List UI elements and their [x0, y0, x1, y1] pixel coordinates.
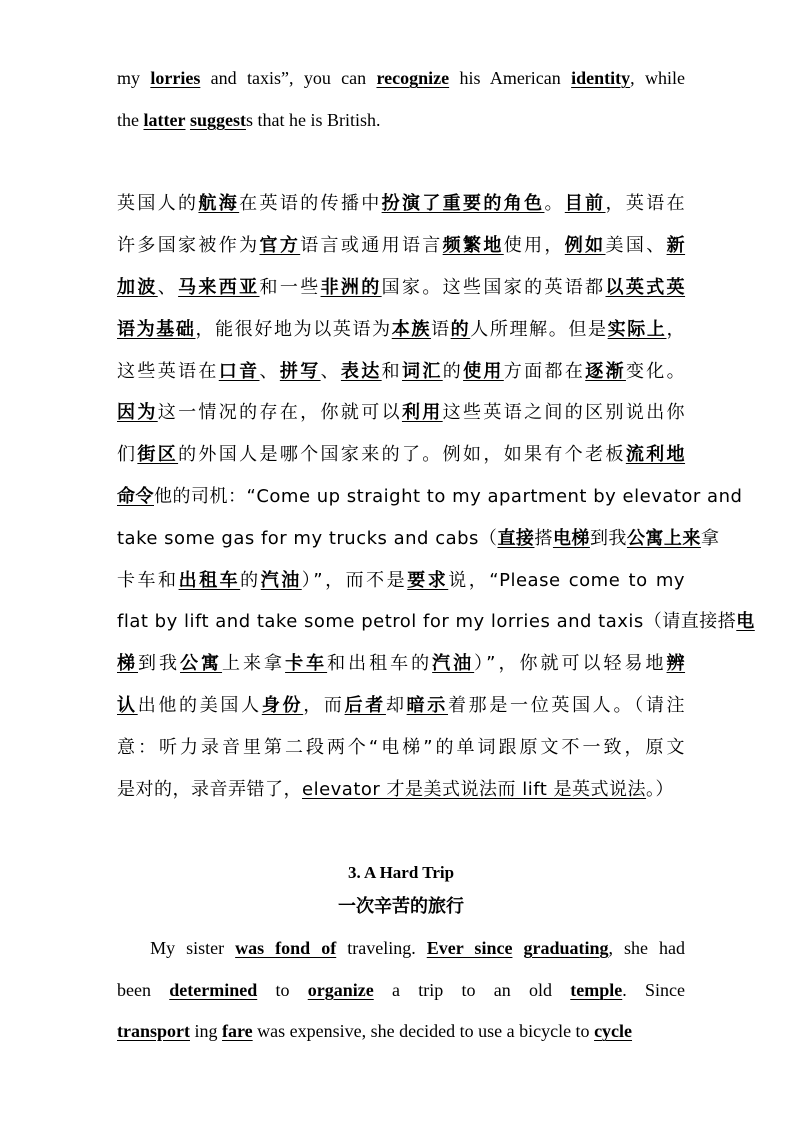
paragraph-gap	[117, 142, 685, 184]
underlined-vocab-term: transport	[117, 1021, 190, 1042]
text-line	[117, 434, 685, 476]
text-run: ，能很好地为以英语为	[195, 318, 392, 340]
text-run: 、	[157, 276, 179, 298]
text-run: 人所理解。但是	[470, 318, 608, 340]
text-run: ，而	[303, 694, 345, 716]
text-run: been	[117, 979, 170, 1000]
underlined-vocab-term: 加波	[117, 276, 158, 298]
text-run: 、	[259, 360, 280, 382]
underlined-vocab-term: graduating	[523, 937, 609, 958]
underlined-vocab-term: 口音	[218, 360, 260, 382]
underlined-vocab-term: 新	[666, 235, 686, 257]
text-run: ing	[190, 1021, 223, 1042]
text-run: 搭	[534, 527, 553, 549]
underlined-vocab-term: 身份	[261, 694, 304, 716]
text-line	[117, 970, 685, 1012]
text-line	[117, 58, 685, 100]
underlined-vocab-term: was fond of	[235, 937, 337, 958]
underlined-vocab-term: 梯	[117, 653, 139, 675]
underlined-vocab-term: 扮演了重要的角色	[381, 193, 545, 215]
text-line	[117, 267, 685, 309]
underlined-vocab-term: 逐渐	[585, 360, 626, 382]
text-run: ，	[666, 318, 685, 340]
underlined-vocab-term: recognize	[376, 68, 450, 88]
text-run: . Since	[622, 979, 685, 1000]
text-run: ，英语在	[605, 193, 686, 215]
text-run: was expensive, she decided to use a bicycle to	[252, 1021, 595, 1042]
underlined-vocab-term: 使用	[463, 360, 504, 382]
text-run: 方面都在	[503, 360, 586, 382]
underlined-vocab-term: organize	[307, 979, 374, 1000]
text-run: 和	[381, 360, 402, 382]
underlined-vocab-term: determined	[169, 979, 258, 1000]
underlined-vocab-term: 航海	[198, 193, 240, 215]
underlined-vocab-term: 的	[450, 318, 471, 340]
section-title-chinese: 一次辛苦的旅行	[338, 895, 464, 917]
text-run: 着那是一位英国人。（请注	[448, 694, 686, 716]
text-run: ）”，你就可以轻易地	[474, 653, 667, 675]
underlined-vocab-term: 因为	[117, 402, 158, 424]
underlined-vocab-term: 卡车	[285, 653, 328, 675]
text-line	[117, 601, 755, 643]
underlined-vocab-term: 马来西亚	[178, 276, 260, 298]
underlined-vocab-term: 要求	[407, 569, 449, 591]
text-line	[117, 560, 685, 602]
text-run: 英国人的	[117, 193, 199, 215]
underlined-vocab-term: 官方	[259, 235, 301, 257]
document-page	[117, 58, 755, 1053]
paragraph-english-story	[117, 928, 685, 1053]
text-run	[512, 938, 523, 958]
text-line	[117, 1011, 685, 1053]
text-run: 却	[385, 694, 407, 716]
text-run: a trip to an old	[373, 979, 571, 1000]
underlined-vocab-term: 汽油	[260, 569, 302, 591]
text-run: 拿	[700, 527, 720, 549]
text-run: 意：听力录音里第二段两个“电梯”的单词跟原文不一致，原文	[117, 736, 685, 758]
section-title-english: 3. A Hard Trip	[347, 863, 455, 883]
text-run: 是对的，录音弄错了，	[117, 778, 302, 800]
underlined-vocab-term: Ever since	[426, 937, 513, 958]
underlined-vocab-term: 暗示	[406, 694, 448, 716]
underlined-vocab-term: 利用	[401, 402, 443, 424]
text-run: 他的司机：“Come up straight to my apartment by elevator and	[154, 485, 743, 507]
text-run: 使用，	[503, 235, 565, 257]
underlined-vocab-term: 后者	[344, 694, 386, 716]
underlined-vocab-term: suggest	[189, 109, 246, 130]
text-line	[117, 769, 685, 811]
text-run: 。	[544, 193, 565, 215]
text-run: 卡车和	[117, 569, 179, 591]
text-run: 国家。这些国家的英语都	[381, 276, 606, 298]
text-line	[117, 727, 685, 769]
text-run: 语言或通用语言	[300, 235, 443, 257]
underlined-vocab-term: 公寓	[180, 653, 223, 675]
underlined-vocab-term: 出租车	[178, 569, 241, 591]
text-run: 和出租车的	[327, 653, 433, 675]
underlined-vocab-term: 实际上	[607, 318, 667, 340]
text-run: 变化。	[625, 360, 686, 382]
underlined-vocab-term: 汽油	[432, 653, 475, 675]
text-run: 们	[117, 444, 138, 466]
underlined-vocab-term: 辨	[666, 653, 686, 675]
text-run: 到我	[589, 527, 627, 549]
text-run: the	[117, 109, 144, 130]
paragraph-gap	[117, 810, 685, 852]
text-run: 在英语的传播中	[239, 193, 382, 215]
text-run: 到我	[138, 653, 181, 675]
text-run: 说，“Please come to my	[448, 569, 686, 591]
text-line	[117, 225, 685, 267]
text-line	[117, 518, 720, 560]
text-line	[117, 392, 685, 434]
text-line	[117, 476, 743, 518]
text-line	[117, 685, 685, 727]
underlined-vocab-term: identity	[571, 68, 631, 88]
text-run: take some gas for my trucks and cabs（	[117, 527, 498, 549]
text-run: 上来拿	[222, 653, 286, 675]
text-line	[117, 309, 685, 351]
text-run: My sister	[117, 937, 236, 958]
text-run: 的	[442, 360, 464, 382]
underlined-vocab-term: lorries	[150, 68, 201, 88]
text-run: 语	[431, 318, 451, 340]
text-line	[117, 183, 685, 225]
text-run: 这一情况的存在，你就可以	[157, 402, 402, 424]
underlined-vocab-term: fare	[222, 1021, 253, 1042]
underlined-vocab-term: 电梯	[552, 527, 590, 549]
text-run: traveling.	[336, 937, 427, 958]
text-run: ）”，而不是	[301, 569, 408, 591]
underlined-vocab-term: cycle	[594, 1021, 633, 1042]
underlined-vocab-term: 目前	[564, 193, 606, 215]
text-line	[117, 351, 685, 393]
text-run: and taxis”, you can	[200, 68, 377, 88]
text-run: 出他的美国人	[137, 694, 262, 716]
underlined-vocab-term: 直接	[497, 527, 535, 549]
paragraph-english-continuation	[117, 58, 685, 142]
text-run: flat by lift and take some petrol for my lorries and taxis（请直接搭	[117, 611, 737, 633]
underlined-vocab-term: latter	[143, 109, 186, 130]
text-run: to	[257, 979, 308, 1000]
underlined-vocab-term: 街区	[137, 444, 179, 466]
text-run: 和一些	[259, 276, 321, 298]
text-run: 的	[240, 569, 261, 591]
underlined-vocab-term: 流利地	[625, 444, 686, 466]
underlined-vocab-term: 公寓上来	[626, 527, 701, 549]
underlined-vocab-term: 认	[117, 694, 138, 716]
text-run: his American	[449, 68, 572, 88]
underlined-vocab-term: 命令	[117, 485, 154, 507]
text-run: 的外国人是哪个国家来的了。例如，如果有个老板	[178, 444, 626, 466]
text-run: 这些英语之间的区别说出你	[442, 402, 686, 424]
underlined-vocab-term: 词汇	[402, 360, 443, 382]
underlined-vocab-term: elevator 才是美式说法而 lift 是英式说法	[302, 778, 647, 800]
text-run: s that he is British.	[245, 109, 381, 130]
underlined-vocab-term: 例如	[564, 235, 606, 257]
text-line	[117, 100, 685, 142]
text-run: 美国、	[605, 235, 667, 257]
underlined-vocab-term: 频繁地	[442, 235, 504, 257]
paragraph-chinese-translation	[117, 183, 755, 810]
underlined-vocab-term: 以英式英	[605, 276, 686, 298]
text-run: 、	[320, 360, 341, 382]
underlined-vocab-term: 语为基础	[117, 318, 196, 340]
text-run: 许多国家被作为	[117, 235, 260, 257]
underlined-vocab-term: 本族	[391, 318, 431, 340]
text-run: my	[117, 68, 151, 88]
underlined-vocab-term: 电	[736, 611, 755, 633]
text-run: , she had	[608, 937, 686, 958]
underlined-vocab-term: 拼写	[279, 360, 321, 382]
text-run: , while	[630, 68, 685, 88]
text-line	[117, 643, 685, 685]
text-line	[117, 928, 685, 970]
text-run: 这些英语在	[117, 360, 219, 382]
text-run: 。）	[646, 778, 675, 800]
underlined-vocab-term: temple	[570, 979, 623, 1000]
underlined-vocab-term: 表达	[340, 360, 382, 382]
underlined-vocab-term: 非洲的	[320, 276, 382, 298]
